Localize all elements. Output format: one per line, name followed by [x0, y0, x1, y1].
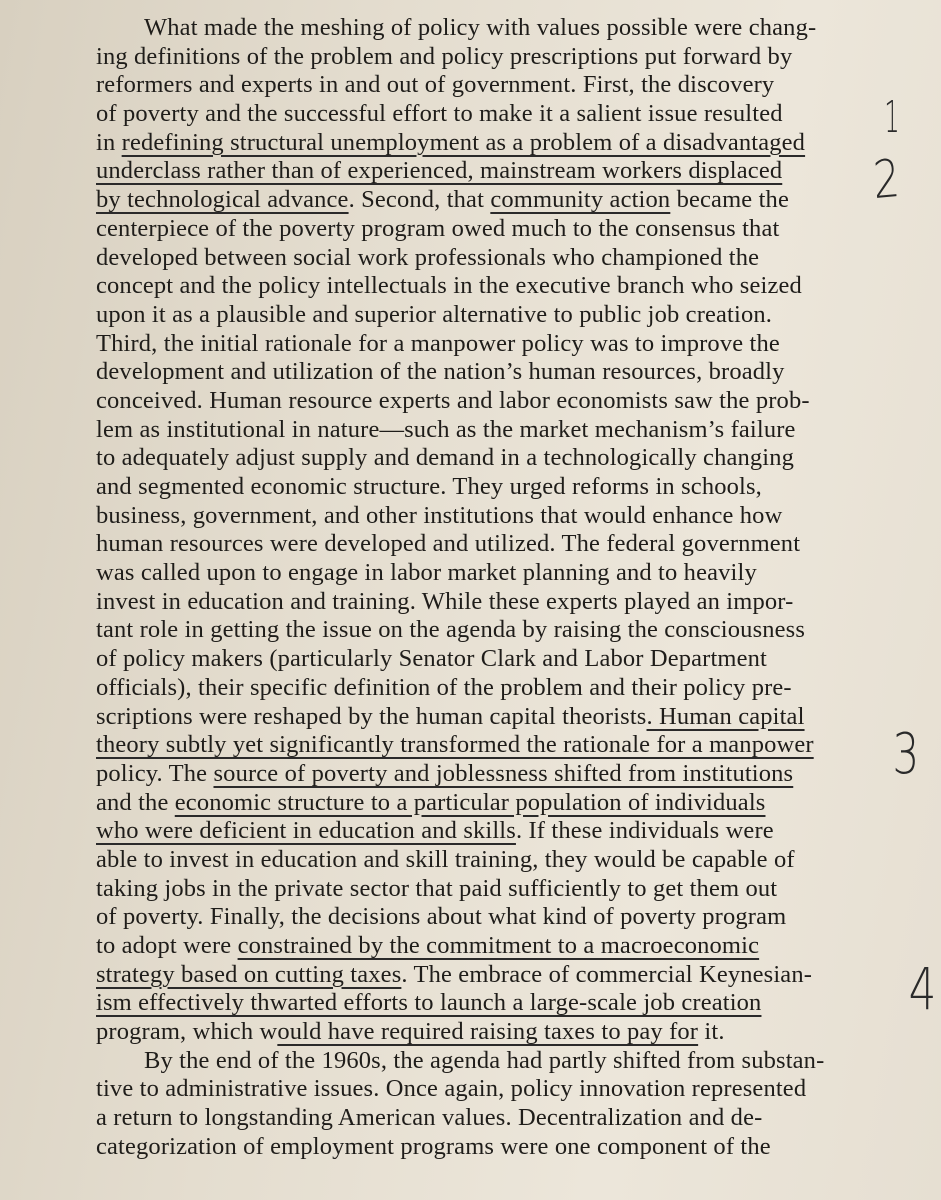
underlined-text: economic structure to a particular population of individuals	[174, 788, 766, 816]
line-text: centerpiece of the poverty program owed much to the consensus that	[96, 214, 780, 242]
underlined-text: ould have required raising taxes to pay for	[277, 1018, 699, 1046]
text-line	[96, 760, 896, 789]
text-line	[96, 789, 896, 818]
text-line	[96, 129, 896, 158]
underlined-text: strategy based on cutting taxes	[96, 960, 402, 988]
line-text: human resources were developed and utilized. The federal government	[96, 530, 801, 558]
text-line	[96, 1104, 896, 1133]
line-text: and segmented economic structure. They urged reforms in schools,	[96, 473, 762, 500]
text-line	[96, 473, 896, 502]
text-line	[96, 817, 896, 846]
line-text: it.	[698, 1018, 725, 1046]
text-line	[96, 358, 896, 387]
line-text: tive to administrative issues. Once again, policy innovation represented	[96, 1075, 807, 1103]
underlined-text: theory subtly yet significantly transformed the rationale for a manpower	[96, 731, 814, 759]
text-line	[96, 1133, 896, 1162]
text-line	[96, 100, 896, 129]
margin-note-4: 4	[908, 955, 937, 1023]
text-line	[96, 272, 896, 301]
margin-note-2: 2	[871, 148, 902, 212]
line-text: ing definitions of the problem and policy prescriptions put forward by	[96, 42, 793, 70]
underlined-text: . Human capital	[646, 702, 805, 730]
line-text: reformers and experts in and out of government. First, the discovery	[96, 71, 775, 99]
text-line	[96, 1018, 896, 1047]
line-text: was called upon to engage in labor market planning and to heavily	[96, 559, 757, 587]
text-line	[96, 1075, 896, 1104]
line-text: of poverty. Finally, the decisions about what kind of poverty program	[96, 903, 787, 931]
text-line	[96, 616, 896, 645]
line-text: tant role in getting the issue on the agenda by raising the consciousness	[96, 616, 806, 644]
line-text: a return to longstanding American values. Decentralization and de-	[96, 1104, 763, 1132]
text-line	[96, 387, 896, 416]
line-text: officials), their specific definition of the problem and their policy pre-	[96, 673, 792, 701]
text-line	[96, 903, 896, 932]
body-text	[96, 0, 896, 1162]
margin-note-1: 1	[884, 92, 900, 143]
text-line	[96, 1047, 896, 1076]
underlined-text: constrained by the commitment to a macroeconomic	[237, 932, 760, 959]
text-line	[96, 43, 896, 72]
line-text: program, which w	[96, 1018, 278, 1046]
underlined-text: who were deficient in education and skills	[96, 817, 516, 845]
text-line	[96, 330, 896, 359]
underlined-text: redefining structural unemployment as a problem of a disadvantaged	[121, 128, 806, 156]
text-line	[96, 731, 896, 760]
line-text: became the	[670, 186, 789, 214]
line-text: invest in education and training. While these experts played an impor-	[96, 587, 794, 615]
line-text: taking jobs in the private sector that paid sufficiently to get them out	[96, 874, 778, 902]
text-line	[96, 703, 896, 732]
line-text: What made the meshing of policy with values possible were chang-	[144, 14, 817, 41]
text-line	[96, 71, 896, 100]
text-line	[96, 502, 896, 531]
text-line	[96, 588, 896, 617]
line-text: Third, the initial rationale for a manpower policy was to improve the	[96, 329, 780, 357]
underlined-text: by technological advance	[96, 186, 349, 214]
text-line	[96, 416, 896, 445]
text-line	[96, 14, 896, 43]
line-text: conceived. Human resource experts and labor economists saw the prob-	[96, 386, 810, 414]
text-line	[96, 444, 896, 473]
line-text: and the	[96, 788, 175, 816]
line-text: business, government, and other institutions that would enhance how	[96, 501, 783, 529]
line-text: developed between social work professionals who championed the	[96, 243, 760, 271]
line-text: . If these individuals were	[515, 817, 774, 845]
underlined-text: underclass rather than of experienced, mainstream workers displaced	[96, 157, 783, 185]
text-line	[96, 989, 896, 1018]
text-line	[96, 932, 896, 961]
line-text: scriptions were reshaped by the human capital theorists	[96, 702, 647, 730]
text-line	[96, 301, 896, 330]
line-text: concept and the policy intellectuals in the executive branch who seized	[96, 272, 802, 300]
underlined-text: source of poverty and joblessness shifted from institutions	[213, 759, 794, 787]
line-text: to adequately adjust supply and demand in a technologically changing	[96, 444, 795, 472]
line-text: of poverty and the successful effort to make it a salient issue resulted	[96, 100, 783, 128]
text-line	[96, 559, 896, 588]
line-text: lem as institutional in nature—such as the market mechanism’s failure	[96, 415, 796, 443]
line-text: policy. The	[96, 759, 214, 787]
line-text: in	[96, 128, 122, 156]
line-text: able to invest in education and skill training, they would be capable of	[96, 845, 795, 873]
text-line	[96, 645, 896, 674]
underlined-text: ism effectively thwarted efforts to launch a large-scale job creation	[96, 989, 762, 1017]
line-text: By the end of the 1960s, the agenda had partly shifted from substan-	[144, 1046, 825, 1074]
line-text: categorization of employment programs were one component of the	[96, 1132, 771, 1160]
text-line	[96, 875, 896, 904]
line-text: to adopt were	[96, 932, 238, 959]
text-line	[96, 244, 896, 273]
line-text: . The embrace of commercial Keynesian-	[401, 960, 813, 988]
underlined-text: community action	[490, 186, 671, 214]
line-text: upon it as a plausible and superior alternative to public job creation.	[96, 300, 773, 328]
line-text: . Second, that	[348, 186, 491, 214]
text-line	[96, 674, 896, 703]
text-line	[96, 215, 896, 244]
text-line	[96, 846, 896, 875]
text-line	[96, 961, 896, 990]
margin-note-3: 3	[892, 722, 920, 787]
text-line	[96, 530, 896, 559]
line-text: of policy makers (particularly Senator Clark and Labor Department	[96, 645, 768, 673]
text-line	[96, 157, 896, 186]
text-line	[96, 186, 896, 215]
line-text: development and utilization of the nation’s human resources, broadly	[96, 358, 785, 386]
